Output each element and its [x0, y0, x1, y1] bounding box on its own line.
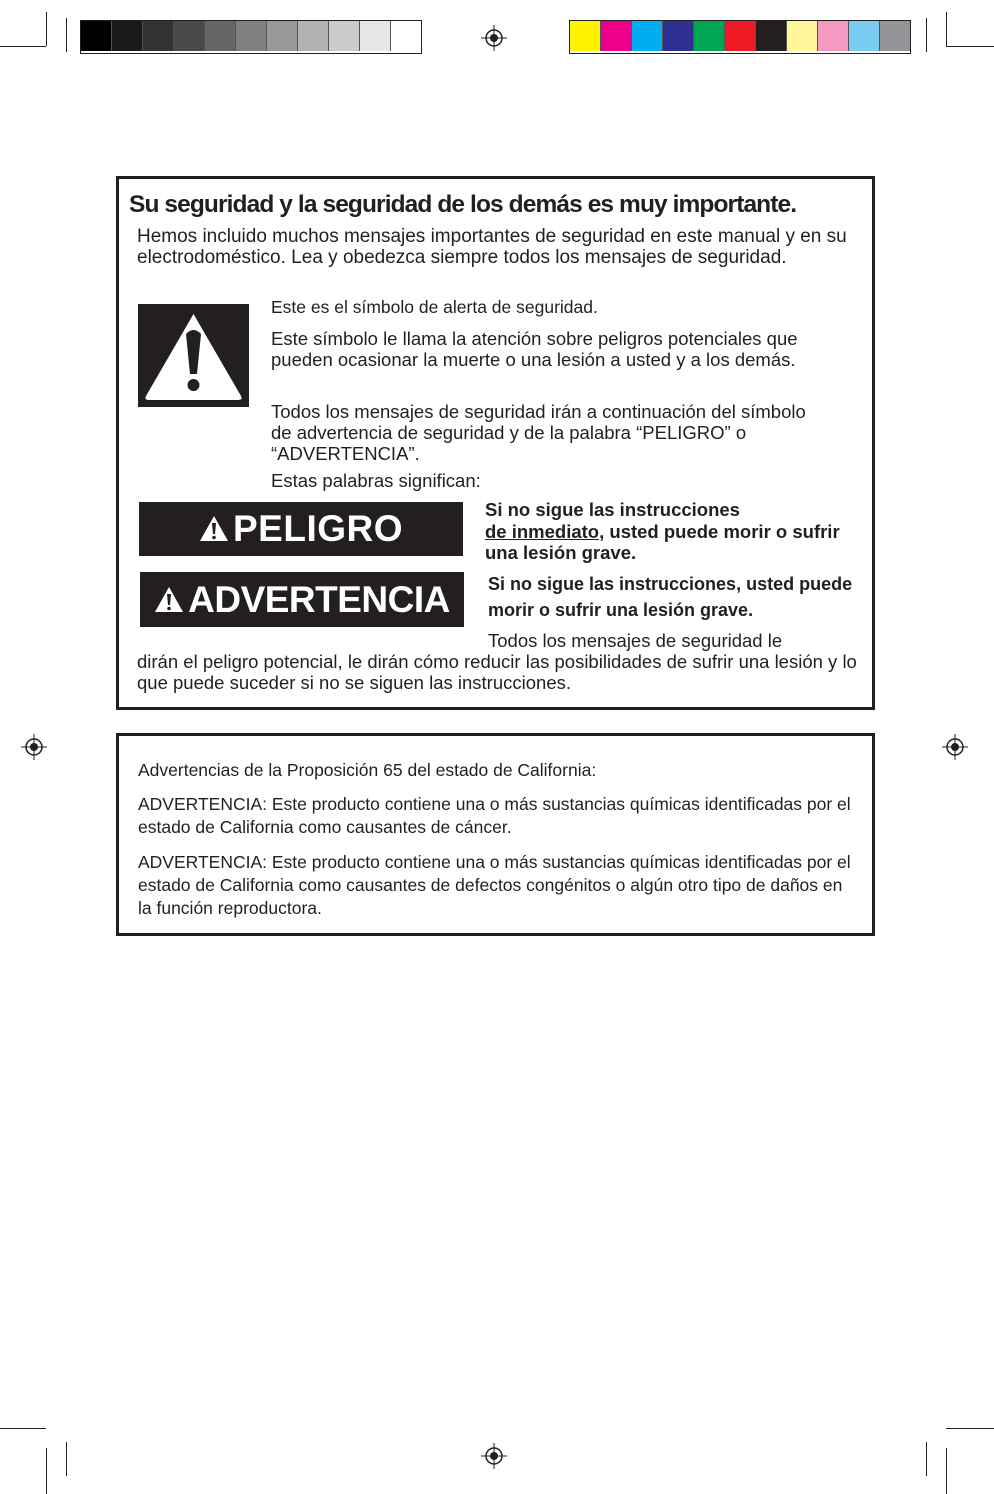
safety-information-box	[116, 176, 875, 710]
color-swatch	[360, 21, 391, 51]
peligro-desc-rest: , usted puede morir o sufrir una lesión grave.	[485, 520, 840, 563]
color-swatch	[632, 21, 663, 51]
color-swatch	[849, 21, 880, 51]
color-swatch	[81, 21, 112, 51]
color-swatch	[787, 21, 818, 51]
words-mean-text: Estas palabras significan:	[271, 470, 481, 491]
advertencia-label: ADVERTENCIA	[188, 578, 450, 620]
peligro-label: PELIGRO	[232, 508, 404, 549]
warning-triangle-icon	[154, 585, 184, 615]
color-swatch	[880, 21, 910, 51]
messages-follow-text: Todos los mensajes de seguridad irán a continuación del símbolo de advertencia de seguridad y de la palabra “PELIGRO” o “ADVERTENCIA”.	[271, 401, 806, 464]
color-swatch	[236, 21, 267, 51]
peligro-description	[485, 499, 855, 564]
color-swatch	[205, 21, 236, 51]
color-swatch	[112, 21, 143, 51]
peligro-desc-emphasis: de inmediato	[485, 520, 600, 542]
color-swatch	[694, 21, 725, 51]
color-swatch	[174, 21, 205, 51]
peligro-desc-line: Si no sigue las instrucciones	[485, 499, 740, 520]
prop65-warning-cancer: ADVERTENCIA: Este producto contiene una o más sustancias químicas identificadas por el estado de California como causantes de cáncer.	[138, 794, 851, 837]
color-swatch	[818, 21, 849, 51]
color-swatch	[601, 21, 632, 51]
warning-triangle-icon	[138, 304, 249, 407]
color-swatch	[298, 21, 329, 51]
closing-line-1: Todos los mensajes de seguridad le	[488, 630, 783, 651]
registration-mark-icon	[942, 734, 968, 760]
peligro-signal-panel	[139, 502, 463, 556]
warning-triangle-icon	[199, 514, 229, 544]
advertencia-signal-panel	[140, 572, 464, 627]
color-swatch	[725, 21, 756, 51]
safety-headline: Su seguridad y la seguridad de los demás es muy importante.	[129, 191, 797, 218]
color-swatch	[391, 21, 421, 51]
gray-color-bar	[80, 20, 422, 54]
process-color-bar	[569, 20, 911, 54]
closing-text: dirán el peligro potencial, le dirán cómo reducir las posibilidades de sufrir una lesión y lo que puede suceder si no se siguen las instrucciones.	[137, 651, 857, 693]
registration-mark-icon	[21, 734, 47, 760]
safety-intro: Hemos incluido muchos mensajes importantes de seguridad en este manual y en su electrodoméstico. Lea y obedezca siempre todos los mensajes de seguridad.	[137, 226, 847, 268]
color-swatch	[663, 21, 694, 51]
color-swatch	[267, 21, 298, 51]
symbol-title: Este es el símbolo de alerta de seguridad.	[271, 297, 598, 317]
color-swatch	[756, 21, 787, 51]
registration-mark-icon	[481, 25, 507, 51]
prop65-warning-birth-defects: ADVERTENCIA: Este producto contiene una o más sustancias químicas identificadas por el estado de California como causantes de defectos congénitos o algún otro tipo de daños en la función reproductora.	[138, 852, 851, 918]
advertencia-description: Si no sigue las instrucciones, usted puede morir o sufrir una lesión grave.	[488, 574, 853, 620]
safety-alert-symbol	[138, 304, 249, 407]
prop65-title: Advertencias de la Proposición 65 del estado de California:	[138, 760, 597, 780]
registration-mark-icon	[481, 1443, 507, 1469]
color-swatch	[570, 21, 601, 51]
prop65-warnings-box	[116, 733, 875, 936]
symbol-description: Este símbolo le llama la atención sobre peligros potenciales que pueden ocasionar la muerte o una lesión a usted y a los demás.	[271, 328, 798, 370]
color-swatch	[143, 21, 174, 51]
color-swatch	[329, 21, 360, 51]
